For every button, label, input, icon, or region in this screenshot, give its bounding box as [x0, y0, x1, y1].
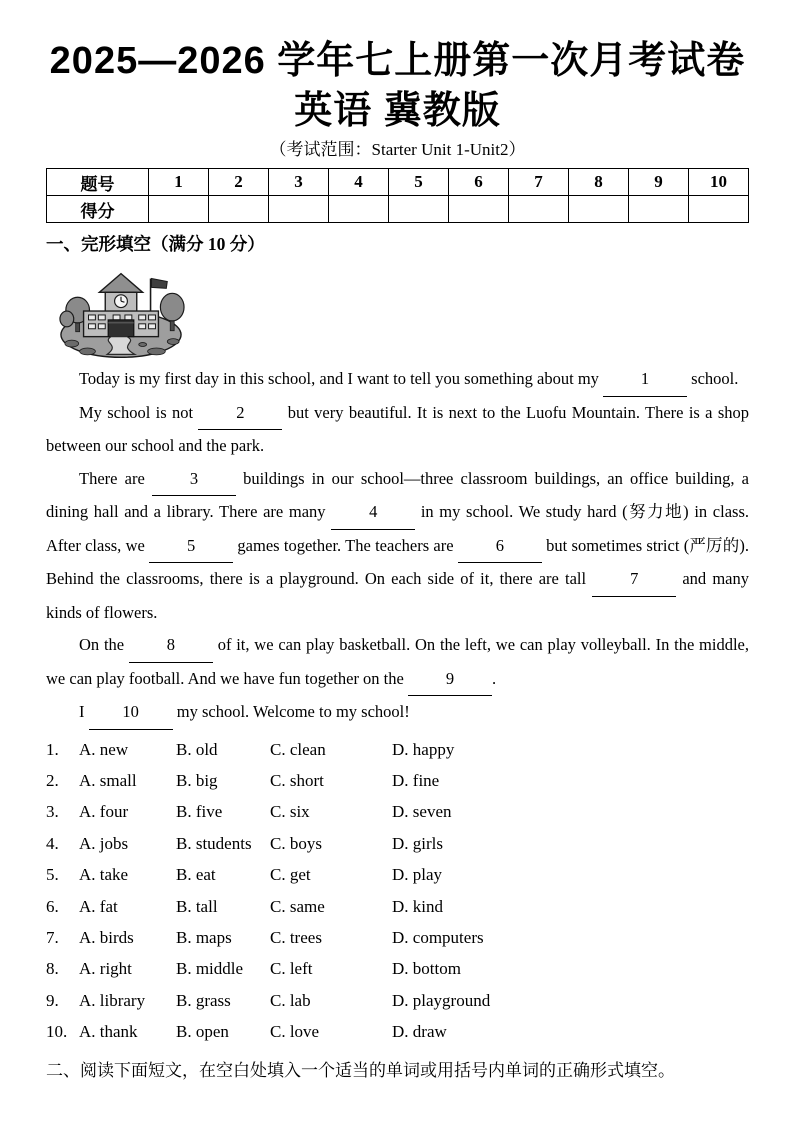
- option-choice: B. students: [176, 833, 252, 853]
- passage-paragraph: Today is my first day in this school, and I want to tell you something about my 1 school.: [46, 363, 749, 397]
- score-table-question-number: 6: [449, 169, 509, 196]
- option-choice: D. bottom: [392, 959, 461, 979]
- option-row-number: 4.: [46, 833, 59, 853]
- section1-heading: 一、完形填空（满分 10 分）: [46, 234, 265, 254]
- option-choice: B. maps: [176, 927, 232, 947]
- option-row-number: 10.: [46, 1022, 68, 1042]
- option-choice: D. computers: [392, 927, 484, 947]
- score-table-score-cell: [209, 196, 269, 223]
- option-choice: D. seven: [392, 802, 452, 822]
- score-table-question-number: 5: [389, 169, 449, 196]
- score-table-score-cell: [509, 196, 569, 223]
- door: [108, 320, 134, 337]
- passage-paragraph: There are 3 buildings in our school—three classroom buildings, an office building, a dining hall and a library. There are many 4 in my school. We study hard (努力地) in class. After class, we 5 games together. The teachers are 6 but sometimes strict (严厉的). Behind the classrooms, there is a playground. On each side of it, there are tall 7 and many kinds of flowers.: [46, 463, 749, 630]
- roof: [99, 274, 142, 293]
- flag-icon: [152, 279, 168, 289]
- option-row-2: [46, 765, 749, 796]
- score-table-question-number: 4: [329, 169, 389, 196]
- option-choice: A. four: [79, 802, 129, 822]
- option-row-number: 1.: [46, 739, 59, 759]
- option-choice: A. right: [79, 959, 132, 979]
- option-row-9: [46, 985, 749, 1016]
- option-choice: B. grass: [176, 990, 231, 1010]
- option-choice: D. playground: [392, 990, 491, 1010]
- option-choice: C. six: [270, 802, 310, 822]
- cloze-blank-2: 2: [198, 397, 282, 431]
- score-table-score-label: 得分: [47, 196, 149, 223]
- option-choice: B. eat: [176, 865, 216, 885]
- score-table-question-number: 1: [149, 169, 209, 196]
- option-row-number: 6.: [46, 896, 59, 916]
- option-choice: A. small: [79, 770, 137, 790]
- cloze-blank-3: 3: [152, 463, 236, 497]
- cloze-blank-10: 10: [89, 696, 173, 730]
- option-choice: C. get: [270, 865, 311, 885]
- option-choice: C. boys: [270, 833, 322, 853]
- option-choice: B. middle: [176, 959, 244, 979]
- option-choice: A. birds: [79, 927, 134, 947]
- option-row-10: [46, 1016, 749, 1047]
- exam-title-line2: 英语 冀教版: [294, 90, 501, 132]
- cloze-blank-1: 1: [603, 363, 687, 397]
- exam-scope: （考试范围：Starter Unit 1-Unit2）: [269, 140, 526, 159]
- cloze-blank-7: 7: [592, 563, 676, 597]
- option-choice: B. open: [176, 1022, 229, 1042]
- option-choice: D. girls: [392, 833, 443, 853]
- option-row-number: 2.: [46, 770, 59, 790]
- option-row-number: 7.: [46, 927, 59, 947]
- option-row-4: [46, 828, 749, 859]
- score-table-score-cell: [149, 196, 209, 223]
- score-table-score-cell: [389, 196, 449, 223]
- right-tree-icon: [160, 293, 184, 321]
- cloze-passage: [46, 363, 749, 730]
- option-row-number: 3.: [46, 802, 59, 822]
- cloze-options: [46, 734, 749, 1048]
- section2-heading: 二、阅读下面短文，在空白处填入一个适当的单词或用括号内单词的正确形式填空。: [46, 1060, 675, 1080]
- option-choice: B. old: [176, 739, 218, 759]
- cloze-blank-8: 8: [129, 629, 213, 663]
- option-row-6: [46, 891, 749, 922]
- option-choice: A. library: [79, 990, 146, 1010]
- option-choice: B. five: [176, 802, 223, 822]
- score-table-question-label: 题号: [47, 169, 149, 196]
- option-row-8: [46, 953, 749, 984]
- option-choice: C. clean: [270, 739, 326, 759]
- option-row-5: [46, 859, 749, 890]
- option-row-number: 5.: [46, 865, 59, 885]
- passage-paragraph: I 10 my school. Welcome to my school!: [46, 696, 749, 730]
- option-row-3: [46, 796, 749, 827]
- cloze-blank-4: 4: [331, 496, 415, 530]
- score-table-score-cell: [569, 196, 629, 223]
- score-table: [46, 168, 749, 223]
- passage-paragraph: My school is not 2 but very beautiful. It is next to the Luofu Mountain. There is a shop between our school and the park.: [46, 397, 749, 463]
- score-table-question-number: 9: [629, 169, 689, 196]
- option-choice: D. draw: [392, 1022, 447, 1042]
- option-row-7: [46, 922, 749, 953]
- score-table-question-number: 8: [569, 169, 629, 196]
- cloze-blank-9: 9: [408, 663, 492, 697]
- option-choice: A. new: [79, 739, 129, 759]
- cloze-blank-6: 6: [458, 530, 542, 564]
- score-table-score-cell: [329, 196, 389, 223]
- option-choice: C. short: [270, 770, 324, 790]
- score-table-question-number: 10: [689, 169, 749, 196]
- school-illustration: [56, 265, 186, 361]
- option-choice: B. big: [176, 770, 218, 790]
- score-table-score-cell: [269, 196, 329, 223]
- score-table-score-cell: [629, 196, 689, 223]
- passage-paragraph: On the 8 of it, we can play basketball. On the left, we can play volleyball. In the middle, we can play football. And we have fun together on the 9 .: [46, 629, 749, 696]
- option-choice: C. left: [270, 959, 313, 979]
- option-choice: A. take: [79, 865, 129, 885]
- option-row-1: [46, 734, 749, 765]
- cloze-blank-5: 5: [149, 530, 233, 564]
- option-row-number: 8.: [46, 959, 59, 979]
- score-table-score-row: [47, 196, 749, 223]
- option-choice: A. thank: [79, 1022, 138, 1042]
- score-table-question-number: 3: [269, 169, 329, 196]
- option-choice: D. play: [392, 865, 443, 885]
- option-choice: A. fat: [79, 896, 118, 916]
- option-choice: A. jobs: [79, 833, 129, 853]
- exam-title-line1: 2025—2026 学年七上册第一次月考试卷: [49, 40, 746, 82]
- score-table-score-cell: [689, 196, 749, 223]
- option-choice: C. trees: [270, 927, 322, 947]
- score-table-question-row: [47, 169, 749, 196]
- option-row-number: 9.: [46, 990, 59, 1010]
- option-choice: D. fine: [392, 770, 440, 790]
- option-choice: B. tall: [176, 896, 218, 916]
- option-choice: C. lab: [270, 990, 311, 1010]
- score-table-score-cell: [449, 196, 509, 223]
- option-choice: D. happy: [392, 739, 455, 759]
- score-table-question-number: 2: [209, 169, 269, 196]
- option-choice: D. kind: [392, 896, 443, 916]
- option-choice: C. love: [270, 1022, 320, 1042]
- score-table-question-number: 7: [509, 169, 569, 196]
- option-choice: C. same: [270, 896, 325, 916]
